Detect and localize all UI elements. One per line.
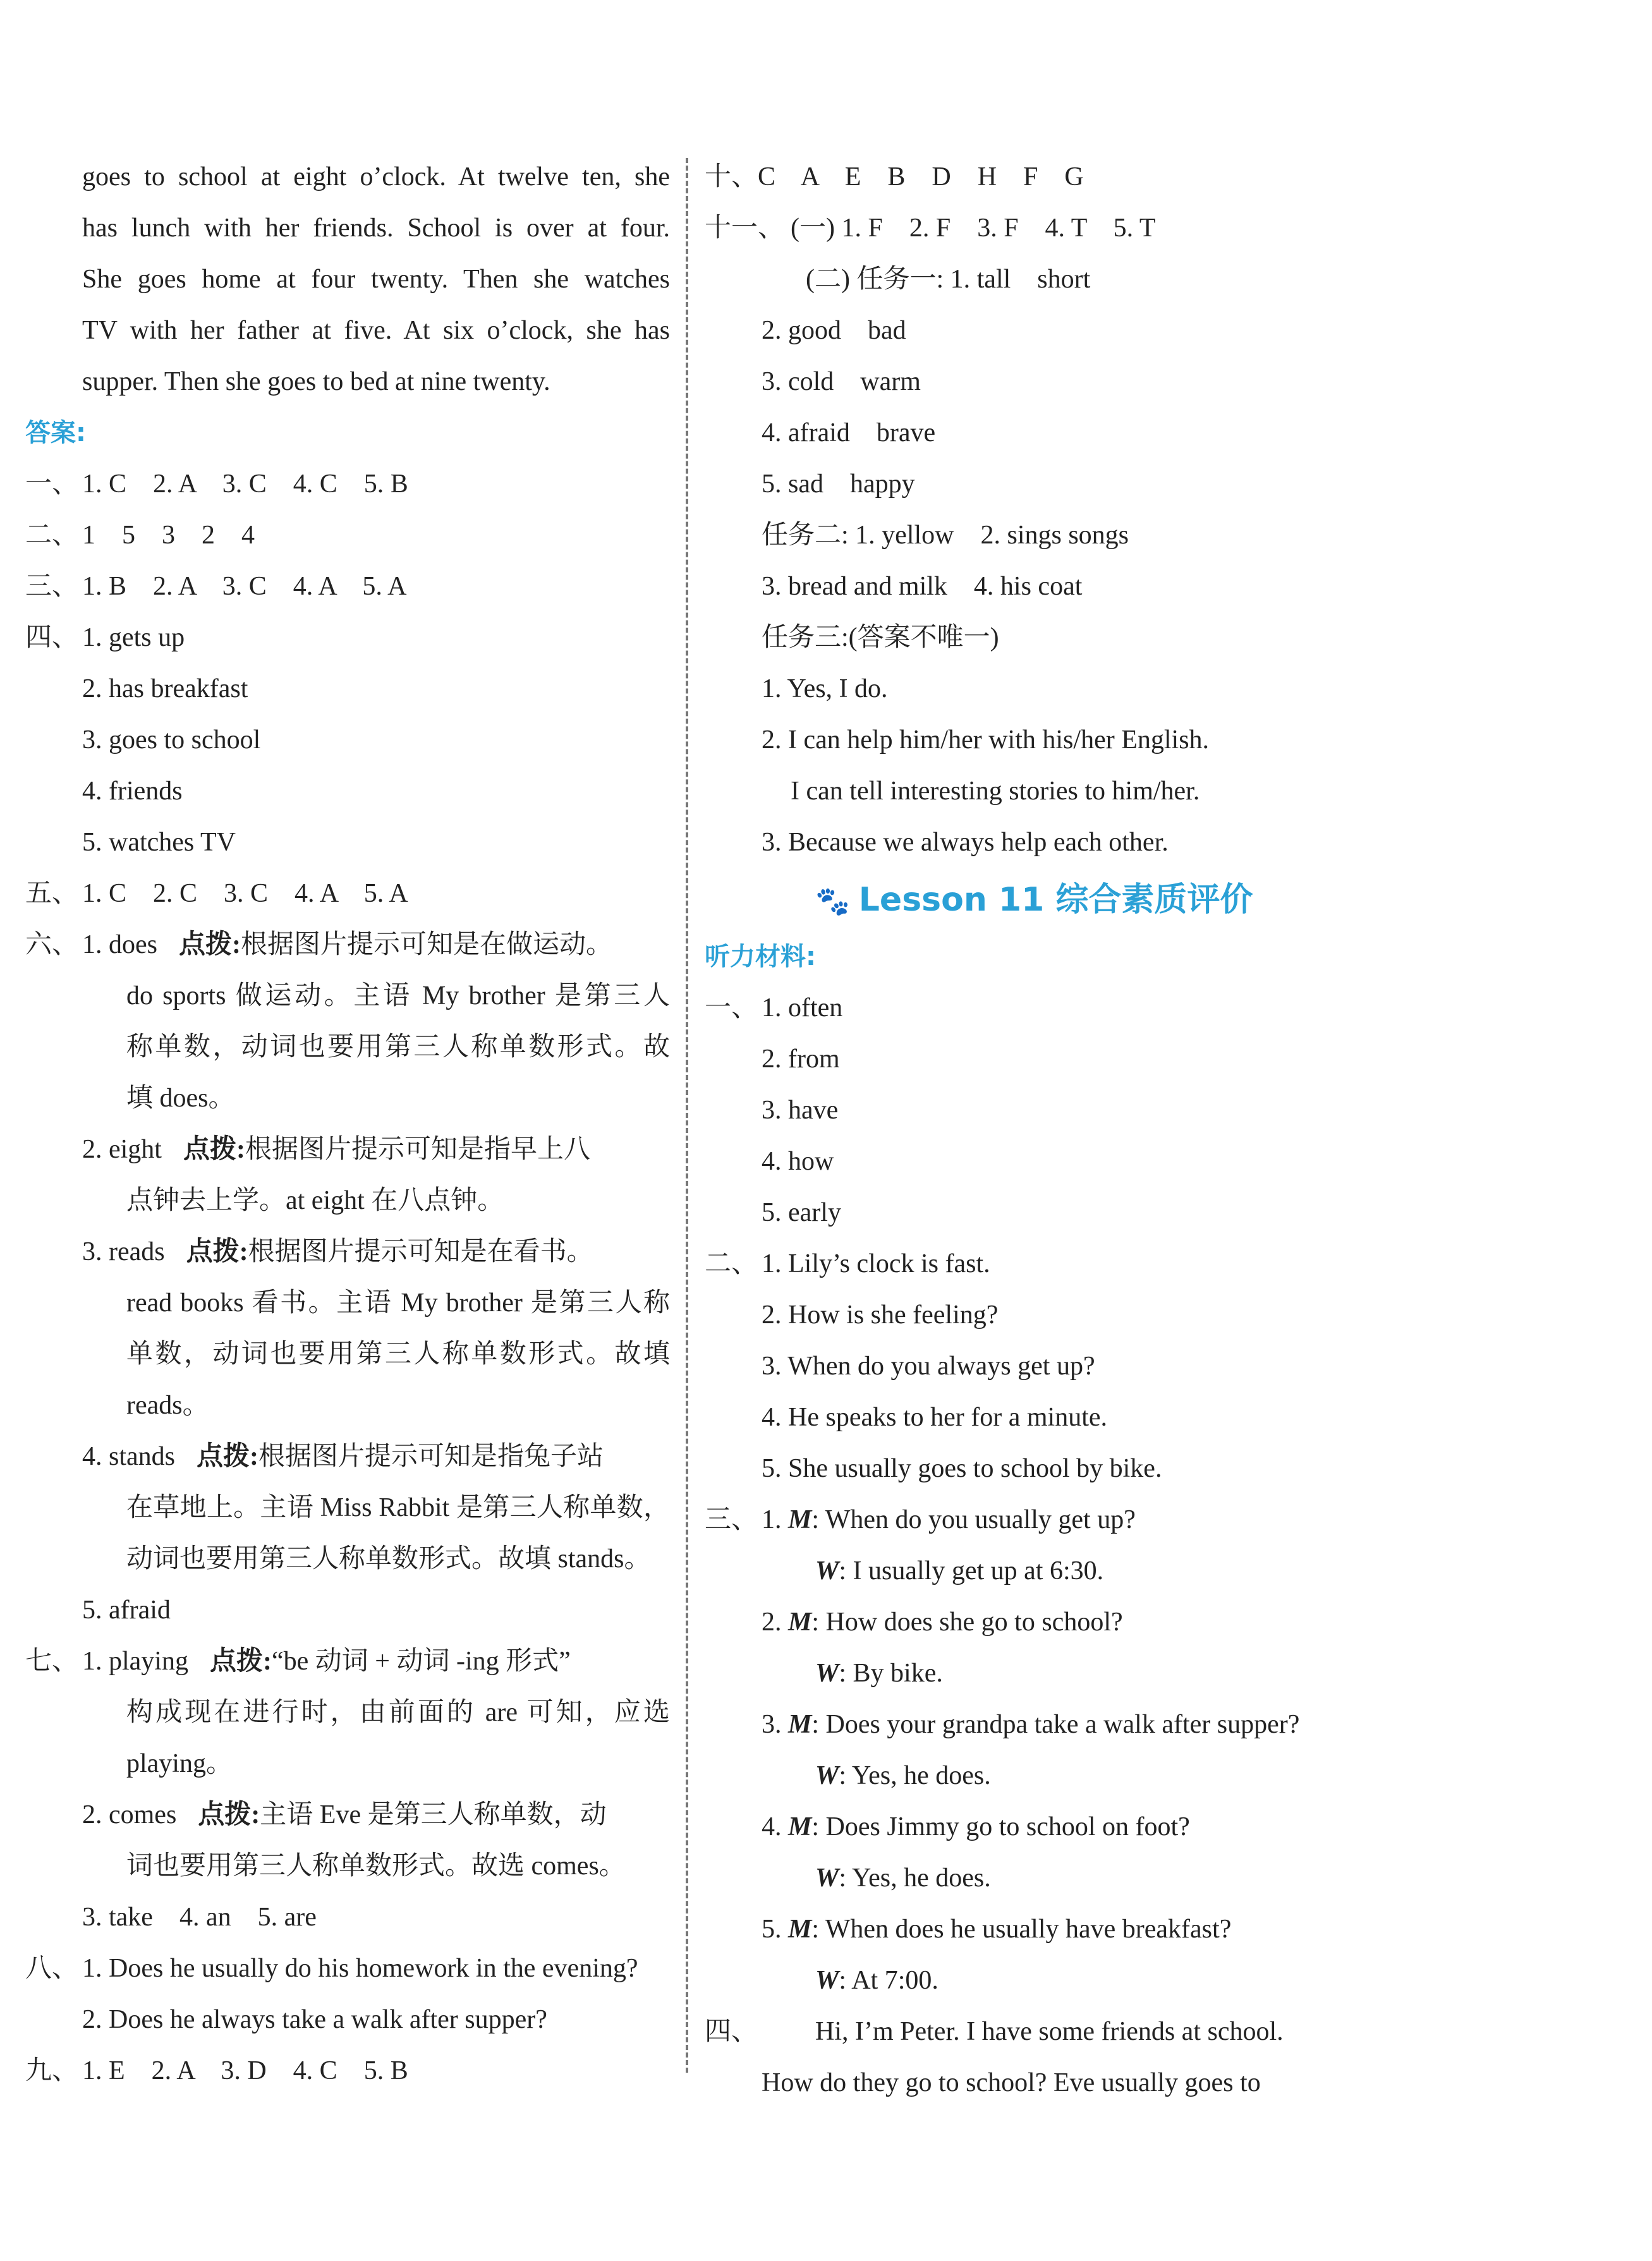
tip-text: 动词也要用第三人称单数形式。故填 stands。: [126, 1544, 651, 1573]
answer-item: 4. stands: [82, 1442, 175, 1471]
dialog-row: [705, 1904, 1400, 1955]
passage-line: goes to school at eight o’clock. At twelve ten, she: [82, 162, 670, 191]
right-column: [705, 152, 1400, 2109]
tip-label: 点拨:: [197, 1442, 258, 1471]
answer-item: 4. afraid brave: [762, 418, 936, 447]
section-label: 三、: [705, 1505, 758, 1534]
answers-heading: 答案:: [25, 418, 86, 447]
section-label: 三、: [25, 572, 79, 601]
dialog-row: [705, 1802, 1400, 1853]
answer-item: 2. has breakfast: [82, 674, 248, 703]
answer-item: 4. how: [762, 1147, 834, 1176]
section-label: 六、: [25, 930, 79, 959]
dialog-row: [705, 1699, 1400, 1750]
answer-item: 3. have: [762, 1096, 839, 1125]
answer-item: 1. Yes, I do.: [762, 674, 888, 703]
answer-item: 3. When do you always get up?: [762, 1352, 1095, 1381]
answer-item: 3. Because we always help each other.: [762, 828, 1169, 857]
listening-section-4: [705, 2006, 1400, 2058]
speaker-m: M: [788, 1812, 812, 1841]
answer-section-3: [25, 561, 670, 612]
dialog-line: : When do you usually get up?: [811, 1505, 1136, 1534]
section-label: 四、: [705, 2017, 758, 2046]
answer-item: 5. watches TV: [82, 828, 236, 857]
listening-heading: 听力材料:: [705, 942, 816, 971]
answer-item: 3. bread and milk 4. his coat: [762, 572, 1083, 601]
task-heading: (二) 任务一: 1. tall short: [806, 265, 1091, 294]
section-label: 二、: [25, 521, 79, 550]
tip-text: 称单数，动词也要用第三人称单数形式。故: [126, 1033, 670, 1062]
tip-label: 点拨:: [183, 1135, 245, 1164]
answer-item: 2. Does he always take a walk after supper?: [82, 2005, 547, 2034]
tip-text: 点钟去上学。at eight 在八点钟。: [126, 1186, 504, 1215]
tip-label: 点拨:: [179, 930, 241, 959]
dialog-number: 3.: [762, 1710, 782, 1739]
answer-item: 5. sad happy: [762, 470, 915, 499]
dialog-row: [705, 1546, 1400, 1597]
section-label: 五、: [25, 879, 79, 908]
passage-line: Hi, I’m Peter. I have some friends at school.: [815, 2017, 1284, 2046]
listening-section-1: [705, 983, 1400, 1034]
task-heading: 任务二: 1. yellow 2. sings songs: [762, 521, 1129, 550]
speaker-m: M: [788, 1608, 812, 1637]
answer-item: 4. He speaks to her for a minute.: [762, 1403, 1108, 1432]
answer-item: 2. from: [762, 1045, 840, 1074]
answer-row: [25, 1790, 670, 1841]
passage-line: How do they go to school? Eve usually goes to: [762, 2068, 1261, 2097]
dialog-line: : Does Jimmy go to school on foot?: [811, 1812, 1190, 1841]
answer-text: C A E B D H F G: [758, 162, 1084, 191]
speaker-m: M: [788, 1505, 812, 1534]
section-label: 十、: [705, 162, 758, 191]
speaker-m: M: [788, 1710, 812, 1739]
left-column: [25, 152, 670, 2097]
tip-text: reads。: [126, 1391, 209, 1420]
tip-text: 根据图片提示可知是指兔子站: [258, 1442, 604, 1471]
answer-item: 1. gets up: [82, 623, 185, 652]
dialog-number: 2.: [762, 1608, 782, 1637]
listening-section-3: [705, 1494, 1400, 1546]
answer-section-2: [25, 510, 670, 561]
answer-section-5: [25, 868, 670, 919]
tip-text: 填 does。: [126, 1084, 235, 1113]
answer-section-10: [705, 152, 1400, 203]
task-heading: 任务三:(答案不唯一): [762, 623, 999, 652]
section-label: 四、: [25, 623, 79, 652]
answer-section-6: [25, 919, 670, 971]
answer-text: 1. B 2. A 3. C 4. A 5. A: [82, 572, 407, 601]
dialog-line: : At 7:00.: [839, 1966, 938, 1995]
answer-section-8: [25, 1943, 670, 1994]
listening-section-2: [705, 1239, 1400, 1290]
answer-item: 1. often: [762, 993, 843, 1022]
answer-item: 2. eight: [82, 1135, 162, 1164]
tip-text: 词也要用第三人称单数形式。故选 comes。: [126, 1852, 626, 1881]
answer-text: 1. C 2. C 3. C 4. A 5. A: [82, 879, 408, 908]
speaker-w: W: [815, 1761, 839, 1790]
answer-section-1: [25, 459, 670, 510]
answer-item: 1. playing: [82, 1647, 188, 1676]
passage-line: She goes home at four twenty. Then she watches: [82, 265, 670, 294]
answer-section-11: [705, 203, 1400, 254]
tip-text: 单数，动词也要用第三人称单数形式。故填: [126, 1340, 670, 1369]
answer-item: 3. take 4. an 5. are: [82, 1903, 317, 1932]
lesson-title: [705, 868, 1400, 931]
answer-row: [25, 1227, 670, 1278]
answer-item: 3. cold warm: [762, 367, 921, 396]
speaker-w: W: [815, 1966, 839, 1995]
tip-text: 根据图片提示可知是在看书。: [248, 1237, 593, 1266]
dialog-line: : Does your grandpa take a walk after supper?: [811, 1710, 1300, 1739]
section-label: 七、: [25, 1647, 79, 1676]
answer-row: [25, 1431, 670, 1482]
section-label: 九、: [25, 2056, 79, 2085]
answer-section-9: [25, 2046, 670, 2097]
answer-text: 1. E 2. A 3. D 4. C 5. B: [82, 2056, 408, 2085]
answer-item: 3. reads: [82, 1237, 165, 1266]
dialog-line: : How does she go to school?: [811, 1608, 1123, 1637]
tip-text: 构成现在进行时，由前面的 are 可知，应选: [126, 1698, 670, 1727]
tip-label: 点拨:: [198, 1800, 260, 1829]
dialog-line: : I usually get up at 6:30.: [839, 1556, 1104, 1585]
dialog-row: [705, 1597, 1400, 1648]
dialog-row: [705, 1750, 1400, 1802]
answer-row: [25, 1124, 670, 1175]
answer-item: 2. good bad: [762, 316, 906, 345]
tip-label: 点拨:: [209, 1647, 272, 1676]
section-label: 八、: [25, 1954, 79, 1983]
passage-line: supper. Then she goes to bed at nine twenty.: [82, 367, 550, 396]
section-label: 二、: [705, 1249, 758, 1278]
answer-item: 4. friends: [82, 777, 183, 806]
speaker-m: M: [788, 1915, 812, 1944]
tip-text: 根据图片提示可知是指早上八: [245, 1135, 590, 1164]
dialog-number: 1.: [762, 1505, 782, 1534]
passage-line: TV with her father at five. At six o’clock, she has: [82, 316, 670, 345]
paw-icon: 🐾: [815, 885, 850, 918]
answer-item: 2. How is she feeling?: [762, 1300, 999, 1330]
answer-section-4: [25, 612, 670, 664]
speaker-w: W: [815, 1864, 839, 1893]
dialog-line: : When does he usually have breakfast?: [811, 1915, 1232, 1944]
answer-text: (一) 1. F 2. F 3. F 4. T 5. T: [791, 214, 1156, 243]
answer-item: 1. does: [82, 930, 157, 959]
lesson-title-text: Lesson 11 综合素质评价: [858, 881, 1253, 919]
tip-text: playing。: [126, 1749, 233, 1778]
section-label: 一、: [25, 470, 79, 499]
dialog-row: [705, 1853, 1400, 1904]
answer-item: 1. Does he usually do his homework in the evening?: [82, 1954, 638, 1983]
tip-text: 根据图片提示可知是在做运动。: [241, 930, 613, 959]
column-divider: [686, 158, 688, 2073]
answer-item: 5. afraid: [82, 1596, 171, 1625]
answer-text: 1. C 2. A 3. C 4. C 5. B: [82, 470, 408, 499]
passage-line: has lunch with her friends. School is over at four.: [82, 214, 670, 243]
speaker-w: W: [815, 1659, 839, 1688]
answer-item: 1. Lily’s clock is fast.: [762, 1249, 990, 1278]
answer-item: 2. I can help him/her with his/her English.: [762, 725, 1210, 755]
tip-text: do sports 做运动。主语 My brother 是第三人: [126, 981, 670, 1010]
dialog-number: 5.: [762, 1915, 782, 1944]
dialog-line: : By bike.: [839, 1659, 943, 1688]
dialog-line: : Yes, he does.: [839, 1864, 991, 1893]
tip-text: “be 动词 + 动词 -ing 形式”: [271, 1647, 571, 1676]
dialog-row: [705, 1955, 1400, 2006]
section-label: 十一、: [705, 214, 785, 243]
answer-item: 3. goes to school: [82, 725, 261, 755]
tip-text: 在草地上。主语 Miss Rabbit 是第三人称单数，: [126, 1493, 670, 1522]
dialog-line: : Yes, he does.: [839, 1761, 991, 1790]
dialog-number: 4.: [762, 1812, 782, 1841]
dialog-row: [705, 1648, 1400, 1699]
tip-text: read books 看书。主语 My brother 是第三人称: [126, 1288, 670, 1318]
answer-section-7: [25, 1636, 670, 1687]
tip-text: 主语 Eve 是第三人称单数，动: [260, 1800, 607, 1829]
answer-item: 5. She usually goes to school by bike.: [762, 1454, 1162, 1483]
answer-item: 5. early: [762, 1198, 841, 1227]
speaker-w: W: [815, 1556, 839, 1585]
answer-text: 1 5 3 2 4: [82, 521, 255, 550]
answer-item: 2. comes: [82, 1800, 177, 1829]
answer-item: I can tell interesting stories to him/her.: [791, 777, 1200, 806]
tip-label: 点拨:: [186, 1237, 248, 1266]
section-label: 一、: [705, 993, 758, 1022]
